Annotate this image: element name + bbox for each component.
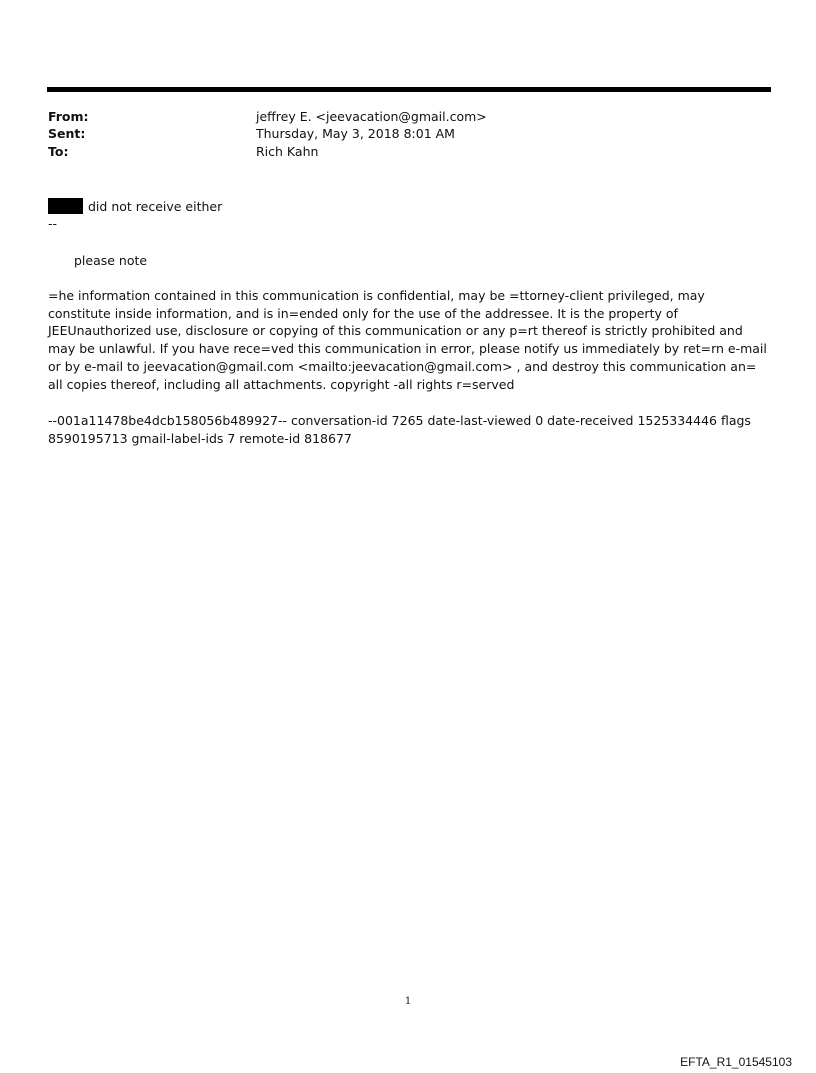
bates-number: EFTA_R1_01545103 <box>680 1055 792 1069</box>
body-line-text: did not receive either <box>88 199 223 214</box>
redaction-box <box>48 198 83 214</box>
to-value: Rich Kahn <box>256 144 319 159</box>
page-number: 1 <box>404 996 412 1007</box>
sent-label: Sent: <box>48 126 86 141</box>
from-value: jeffrey E. <jeevacation@gmail.com> <box>256 109 487 124</box>
to-label: To: <box>48 144 69 159</box>
from-label: From: <box>48 109 89 124</box>
signature-separator: -- <box>48 216 58 231</box>
body-line <box>48 198 222 215</box>
confidentiality-disclaimer: =he information contained in this communication is confidential, may be =ttorney-client privileged, may constitute inside information, and is in=ended only for the use of the addressee. It is the property of JEEUnauthorized use, disclosure or copying of this communication or any p=rt thereof is strictly prohibited and may be unlawful. If you have rece=ved this communication in error, please notify us immediately by ret=rn e-mail or by e-mail to jeevacation@gmail.com <mailto:jeevacation@gmail.com> , and destroy this communication an= all copies thereof, including all attachments. copyright -all rights r=served <box>48 288 767 392</box>
message-metadata: --001a11478be4dcb158056b489927-- conversation-id 7265 date-last-viewed 0 date-received 1525334446 flags 8590195713 gmail-label-ids 7 remote-id 818677 <box>48 413 751 446</box>
please-note: please note <box>74 253 148 268</box>
header-rule <box>47 87 771 92</box>
sent-value: Thursday, May 3, 2018 8:01 AM <box>256 126 455 141</box>
